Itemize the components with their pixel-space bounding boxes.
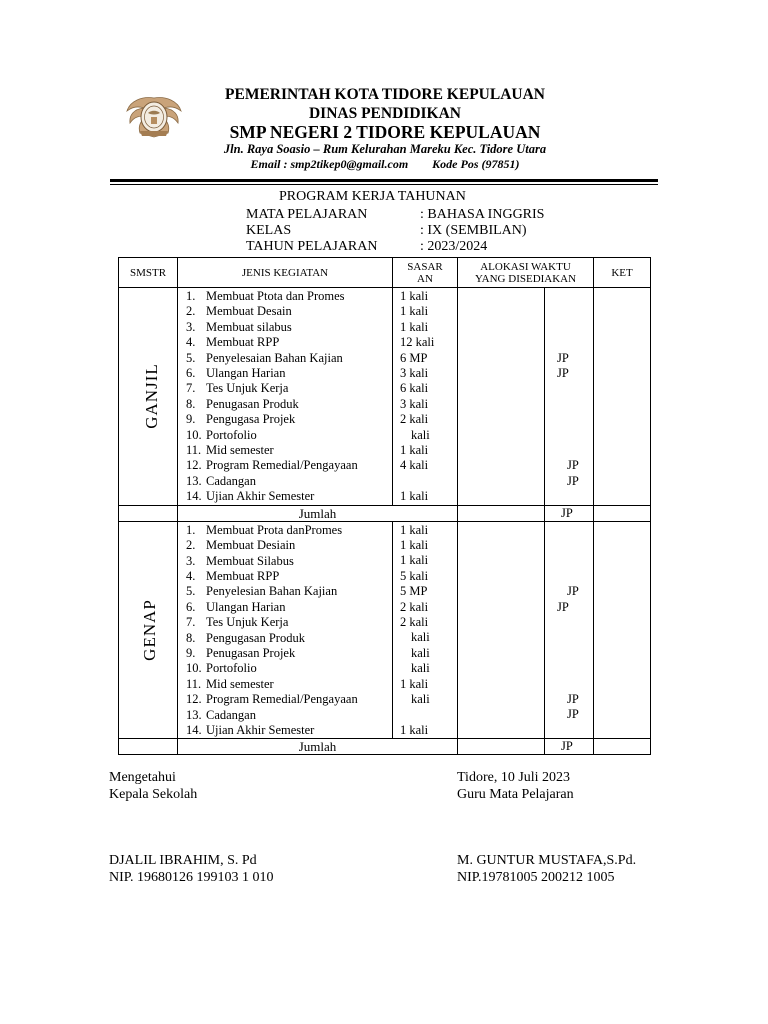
activity-label: Tes Unjuk Kerja — [206, 381, 289, 396]
jp-list — [545, 288, 594, 506]
activity-number: 1. — [186, 289, 196, 303]
jumlah-label: Jumlah — [178, 505, 458, 521]
header-address: Jln. Raya Soasio – Rum Kelurahan Mareku Kec. Tidore Utara — [223, 142, 547, 156]
sign-right-name: M. GUNTUR MUSTAFA,S.Pd. — [457, 853, 637, 868]
activity-label: Ulangan Harian — [206, 366, 286, 381]
sasaran-value: 1 kali — [400, 522, 429, 537]
activity-label: Mid semester — [206, 443, 274, 458]
activity-item — [186, 351, 390, 366]
activity-label: Ujian Akhir Semester — [206, 722, 315, 737]
activity-number: 6. — [186, 599, 196, 614]
activity-label: Tes Unjuk Kerja — [206, 615, 289, 630]
col-header-sasaran-line1: SASAR — [407, 260, 443, 273]
activity-label: Pengugasa Projek — [206, 412, 296, 427]
jp-value: JP — [567, 707, 579, 722]
col-header-sasaran — [393, 258, 458, 288]
jp-value — [545, 443, 593, 458]
sign-right-place-date: Tidore, 10 Juli 2023 — [457, 770, 571, 785]
activity-label: Membuat Desain — [206, 304, 292, 319]
sasaran-value: 2 kali — [400, 599, 429, 614]
jp-value — [545, 677, 593, 692]
ket-cell — [594, 288, 651, 506]
activity-label: Penyelesian Bahan Kajian — [206, 584, 338, 599]
activity-label: Cadangan — [206, 707, 256, 722]
activity-item — [186, 428, 390, 443]
alokasi-cell — [458, 521, 545, 739]
semester-name: GENAP — [139, 599, 159, 661]
activity-label: Membuat RPP — [206, 568, 280, 583]
activity-number: 13. — [186, 707, 202, 722]
activity-number: 7. — [186, 615, 196, 630]
activity-item — [186, 289, 390, 304]
activity-number: 14. — [186, 722, 202, 737]
activity-label: Penyelesaian Bahan Kajian — [206, 350, 343, 365]
meta-key: KELAS — [246, 223, 292, 238]
activity-number: 2. — [186, 304, 196, 319]
jumlah-label: Jumlah — [178, 739, 458, 755]
alokasi-cell — [458, 288, 545, 506]
activity-item — [186, 631, 390, 646]
jp-list — [545, 521, 594, 739]
jumlah-alokasi-cell — [458, 739, 545, 755]
semester-body-row — [119, 521, 651, 739]
sasaran-value: kali — [411, 645, 430, 660]
sasaran-value: 12 kali — [400, 335, 435, 350]
jp-value: JP — [567, 458, 579, 473]
letterhead-rule-thin — [110, 184, 658, 185]
semester-name: GANJIL — [141, 363, 161, 430]
sasaran-value: 1 kali — [400, 304, 429, 319]
activity-number: 5. — [186, 584, 196, 599]
sasaran-value: 1 kali — [400, 289, 429, 303]
sasaran-value: 2 kali — [400, 615, 429, 630]
activity-label: Program Remedial/Pengayaan — [206, 458, 358, 473]
activity-item — [186, 692, 390, 707]
activity-label: Penugasan Projek — [206, 645, 296, 660]
jp-value — [545, 489, 593, 504]
sasaran-value: 6 MP — [400, 350, 428, 365]
activity-item — [186, 554, 390, 569]
activity-number: 9. — [186, 645, 196, 660]
jp-value — [545, 428, 593, 443]
activity-label: Membuat silabus — [206, 319, 292, 334]
activity-item — [186, 584, 390, 599]
sign-right-role: Guru Mata Pelajaran — [457, 787, 574, 802]
jp-value — [545, 289, 593, 304]
jp-value — [545, 412, 593, 427]
activity-number: 3. — [186, 319, 196, 334]
activity-item — [186, 600, 390, 615]
sasaran-list — [393, 521, 458, 739]
sasaran-value: 3 kali — [400, 365, 429, 380]
activity-item — [186, 474, 390, 489]
activity-item — [186, 523, 390, 538]
jp-value — [545, 646, 593, 661]
ket-cell — [594, 521, 651, 739]
sasaran-value: kali — [411, 427, 430, 442]
col-header-alokasi-line2: YANG DISEDIAKAN — [474, 272, 577, 285]
table-header-row — [119, 258, 651, 288]
jp-value — [545, 381, 593, 396]
activity-item — [186, 677, 390, 692]
activity-label: Penugasan Produk — [206, 396, 299, 411]
activity-number: 8. — [186, 396, 196, 411]
activity-number: 7. — [186, 381, 196, 396]
sasaran-value: 1 kali — [400, 722, 429, 737]
jp-value: JP — [557, 350, 569, 365]
sasaran-value: 5 kali — [400, 568, 429, 583]
activity-label: Program Remedial/Pengayaan — [206, 692, 358, 707]
activity-list — [178, 288, 393, 506]
semester-label-cell — [119, 521, 178, 739]
sasaran-value: 1 kali — [400, 676, 429, 691]
activity-number: 11. — [186, 676, 202, 691]
jumlah-empty-cell — [119, 739, 178, 755]
activity-number: 2. — [186, 538, 196, 553]
jp-value — [545, 538, 593, 553]
activity-number: 9. — [186, 412, 196, 427]
jumlah-row — [119, 505, 651, 521]
sasaran-value: 5 MP — [400, 584, 428, 599]
activity-number: 4. — [186, 335, 196, 350]
activity-item — [186, 443, 390, 458]
activity-number: 12. — [186, 692, 202, 707]
jp-value — [545, 553, 593, 568]
jp-value — [545, 335, 593, 350]
col-header-alokasi-line1: ALOKASI WAKTU — [480, 260, 571, 273]
activity-item — [186, 458, 390, 473]
activity-label: Portofolio — [206, 427, 257, 442]
jp-value — [545, 523, 593, 538]
activity-item — [186, 489, 390, 504]
activity-item — [186, 412, 390, 427]
jumlah-empty-cell — [119, 505, 178, 521]
activity-item — [186, 723, 390, 738]
activity-number: 6. — [186, 366, 196, 381]
header-school-name: SMP NEGERI 2 TIDORE KEPULAUAN — [229, 122, 541, 142]
letterhead-rule-thick — [110, 179, 658, 182]
sasaran-value — [400, 707, 457, 722]
activity-label: Membuat Ptota dan Promes — [206, 289, 345, 303]
sasaran-value: 1 kali — [400, 442, 429, 457]
program-title: PROGRAM KERJA TAHUNAN — [279, 189, 466, 204]
activity-item — [186, 335, 390, 350]
sasaran-value — [400, 474, 457, 489]
sasaran-value: kali — [411, 691, 430, 706]
activity-label: Ulangan Harian — [206, 599, 286, 614]
activity-number: 11. — [186, 443, 202, 458]
sasaran-value: 2 kali — [400, 412, 429, 427]
activity-label: Mid semester — [206, 676, 274, 691]
jp-value — [545, 304, 593, 319]
activity-list — [178, 521, 393, 739]
activity-number: 5. — [186, 350, 196, 365]
sasaran-value: 1 kali — [400, 553, 429, 568]
activity-number: 13. — [186, 473, 202, 488]
jp-value: JP — [557, 365, 569, 380]
activity-number: 8. — [186, 630, 196, 645]
activity-label: Membuat Silabus — [206, 553, 294, 568]
jp-value — [545, 661, 593, 676]
semester-label-cell — [119, 288, 178, 506]
jp-value — [545, 615, 593, 630]
program-table — [118, 257, 651, 755]
sasaran-value: 3 kali — [400, 396, 429, 411]
sasaran-value: 4 kali — [400, 458, 429, 473]
col-header-jenis: JENIS KEGIATAN — [178, 258, 393, 288]
sign-left-acknowledge: Mengetahui — [109, 770, 176, 785]
jp-value — [545, 630, 593, 645]
jp-value: JP — [557, 599, 569, 614]
activity-item — [186, 397, 390, 412]
meta-key: TAHUN PELAJARAN — [246, 239, 378, 254]
jp-value: JP — [567, 584, 579, 599]
jumlah-ket-cell — [594, 739, 651, 755]
sasaran-list — [393, 288, 458, 506]
jumlah-jp: JP — [545, 739, 594, 755]
activity-item — [186, 569, 390, 584]
sign-left-role: Kepala Sekolah — [109, 787, 198, 802]
jumlah-jp: JP — [545, 505, 594, 521]
col-header-sasaran-line2: AN — [417, 272, 433, 285]
activity-item — [186, 366, 390, 381]
jp-value — [545, 723, 593, 738]
col-header-alokasi — [458, 258, 594, 288]
jp-value — [545, 397, 593, 412]
activity-label: Cadangan — [206, 473, 256, 488]
jp-value — [545, 569, 593, 584]
activity-label: Ujian Akhir Semester — [206, 489, 315, 504]
meta-key: MATA PELAJARAN — [246, 207, 368, 222]
header-department: DINAS PENDIDIKAN — [308, 105, 461, 122]
activity-label: Membuat Prota danPromes — [206, 522, 343, 537]
sasaran-value: kali — [411, 630, 430, 645]
jumlah-row — [119, 739, 651, 755]
activity-label: Pengugasan Produk — [206, 630, 305, 645]
activity-label: Portofolio — [206, 661, 257, 676]
header-postcode: Kode Pos (97851) — [432, 157, 520, 171]
activity-item — [186, 708, 390, 723]
jp-value: JP — [567, 473, 579, 488]
meta-value: : IX (SEMBILAN) — [420, 223, 527, 238]
sasaran-value: 6 kali — [400, 381, 429, 396]
activity-item — [186, 538, 390, 553]
jp-value: JP — [567, 691, 579, 706]
sign-right-nip: NIP.19781005 200212 1005 — [457, 870, 615, 885]
activity-number: 4. — [186, 568, 196, 583]
activity-number: 3. — [186, 553, 196, 568]
jumlah-alokasi-cell — [458, 505, 545, 521]
activity-item — [186, 661, 390, 676]
sign-left-name: DJALIL IBRAHIM, S. Pd — [109, 853, 257, 868]
activity-number: 1. — [186, 522, 196, 537]
meta-value: : 2023/2024 — [420, 239, 488, 254]
sasaran-value: kali — [411, 661, 430, 676]
header-email: Email : smp2tikep0@gmail.com — [250, 157, 409, 171]
col-header-smstr: SMSTR — [119, 258, 178, 288]
activity-number: 10. — [186, 661, 202, 676]
activity-item — [186, 304, 390, 319]
header-government: PEMERINTAH KOTA TIDORE KEPULAUAN — [225, 86, 545, 103]
activity-item — [186, 320, 390, 335]
header-contact — [170, 157, 600, 172]
activity-item — [186, 381, 390, 396]
sasaran-value: 1 kali — [400, 489, 429, 504]
semester-body-row — [119, 288, 651, 506]
sign-left-nip: NIP. 19680126 199103 1 010 — [109, 870, 274, 885]
sasaran-value: 1 kali — [400, 538, 429, 553]
activity-item — [186, 615, 390, 630]
activity-label: Membuat Desiain — [206, 538, 296, 553]
sasaran-value: 1 kali — [400, 319, 429, 334]
activity-item — [186, 646, 390, 661]
activity-label: Membuat RPP — [206, 335, 280, 350]
activity-number: 14. — [186, 489, 202, 504]
jumlah-ket-cell — [594, 505, 651, 521]
jp-value — [545, 320, 593, 335]
col-header-ket: KET — [594, 258, 651, 288]
activity-number: 10. — [186, 427, 202, 442]
meta-value: : BAHASA INGGRIS — [420, 207, 545, 222]
activity-number: 12. — [186, 458, 202, 473]
